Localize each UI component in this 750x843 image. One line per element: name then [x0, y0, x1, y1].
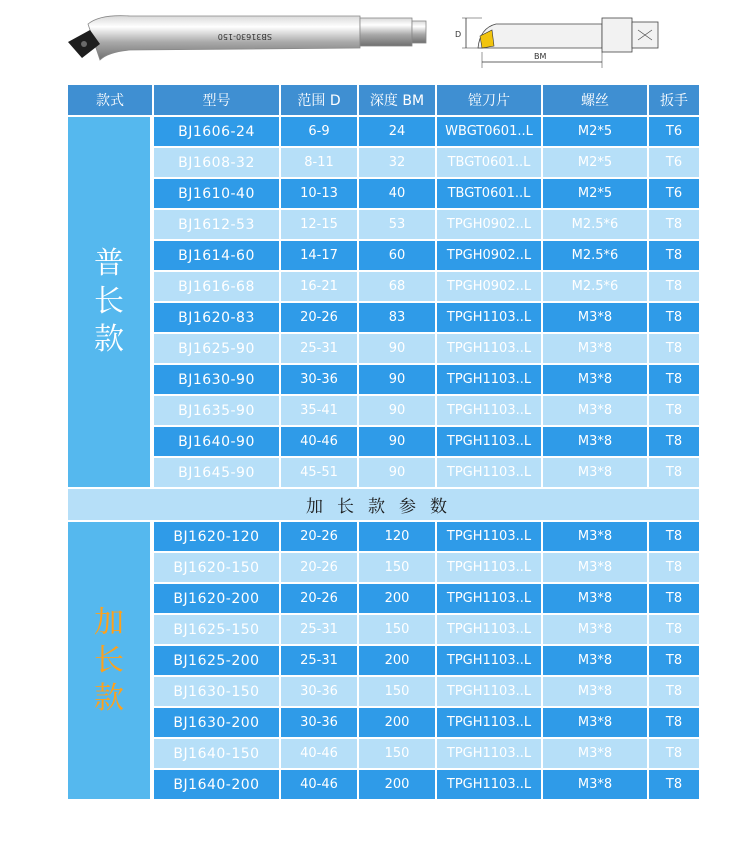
cell-range: 10-13 — [279, 179, 357, 208]
section-label-char: 款 — [94, 322, 124, 357]
cell-range: 25-31 — [279, 615, 357, 644]
cell-screw: M3*8 — [541, 584, 647, 613]
cell-wrench: T8 — [647, 272, 699, 301]
cell-wrench: T8 — [647, 522, 699, 551]
cell-depth: 53 — [357, 210, 435, 239]
cell-depth: 200 — [357, 584, 435, 613]
cell-insert: TPGH1103..L — [435, 584, 541, 613]
table-row — [152, 458, 699, 487]
cell-screw: M3*8 — [541, 646, 647, 675]
table-row — [152, 522, 699, 551]
cell-screw: M3*8 — [541, 553, 647, 582]
dim-bm-label: BM — [534, 52, 547, 61]
cell-wrench: T8 — [647, 396, 699, 425]
cell-model: BJ1625-200 — [152, 646, 279, 675]
cell-depth: 32 — [357, 148, 435, 177]
cell-screw: M2.5*6 — [541, 210, 647, 239]
cell-model: BJ1606-24 — [152, 117, 279, 146]
table-row — [152, 770, 699, 799]
cell-insert: TPGH1103..L — [435, 458, 541, 487]
cell-wrench: T8 — [647, 770, 699, 799]
cell-model: BJ1620-150 — [152, 553, 279, 582]
cell-screw: M3*8 — [541, 334, 647, 363]
table-row — [152, 303, 699, 332]
cell-insert: TBGT0601..L — [435, 148, 541, 177]
cell-screw: M2.5*6 — [541, 272, 647, 301]
table-row — [152, 427, 699, 456]
cell-insert: TPGH1103..L — [435, 334, 541, 363]
cell-range: 40-46 — [279, 770, 357, 799]
cell-depth: 120 — [357, 522, 435, 551]
cell-wrench: T8 — [647, 427, 699, 456]
cell-depth: 90 — [357, 365, 435, 394]
cell-depth: 200 — [357, 770, 435, 799]
cell-range: 35-41 — [279, 396, 357, 425]
table-row — [152, 334, 699, 363]
cell-depth: 24 — [357, 117, 435, 146]
engraving-text: SB31630-150 — [217, 32, 272, 41]
cell-insert: TPGH0902..L — [435, 272, 541, 301]
cell-wrench: T8 — [647, 365, 699, 394]
cell-model: BJ1645-90 — [152, 458, 279, 487]
boring-bar-drawing — [452, 8, 672, 74]
cell-wrench: T8 — [647, 334, 699, 363]
cell-insert: TPGH1103..L — [435, 522, 541, 551]
table-row — [152, 272, 699, 301]
cell-wrench: T8 — [647, 303, 699, 332]
cell-range: 8-11 — [279, 148, 357, 177]
cell-insert: TPGH1103..L — [435, 770, 541, 799]
dim-d-label: D — [455, 30, 462, 39]
table-row — [152, 210, 699, 239]
cell-range: 14-17 — [279, 241, 357, 270]
table-row — [152, 615, 699, 644]
cell-wrench: T6 — [647, 179, 699, 208]
cell-depth: 68 — [357, 272, 435, 301]
cell-model: BJ1620-120 — [152, 522, 279, 551]
cell-insert: WBGT0601..L — [435, 117, 541, 146]
cell-screw: M3*8 — [541, 427, 647, 456]
section-label-char: 长 — [94, 284, 124, 319]
cell-model: BJ1620-83 — [152, 303, 279, 332]
cell-insert: TPGH1103..L — [435, 677, 541, 706]
cell-wrench: T8 — [647, 615, 699, 644]
cell-screw: M3*8 — [541, 739, 647, 768]
extended-banner: 加长款参数 — [68, 489, 699, 520]
cell-range: 20-26 — [279, 584, 357, 613]
cell-range: 16-21 — [279, 272, 357, 301]
cell-insert: TPGH1103..L — [435, 396, 541, 425]
cell-screw: M3*8 — [541, 458, 647, 487]
header-screw: 螺丝 — [541, 85, 647, 115]
cell-model: BJ1620-200 — [152, 584, 279, 613]
cell-screw: M3*8 — [541, 615, 647, 644]
table-row — [152, 365, 699, 394]
cell-range: 6-9 — [279, 117, 357, 146]
cell-range: 25-31 — [279, 646, 357, 675]
cell-screw: M3*8 — [541, 770, 647, 799]
cell-screw: M2.5*6 — [541, 241, 647, 270]
cell-model: BJ1630-150 — [152, 677, 279, 706]
cell-range: 30-36 — [279, 677, 357, 706]
cell-model: BJ1616-68 — [152, 272, 279, 301]
cell-screw: M3*8 — [541, 396, 647, 425]
cell-insert: TPGH1103..L — [435, 365, 541, 394]
cell-model: BJ1610-40 — [152, 179, 279, 208]
header-model: 型号 — [152, 85, 279, 115]
cell-wrench: T8 — [647, 646, 699, 675]
cell-depth: 40 — [357, 179, 435, 208]
cell-range: 40-46 — [279, 739, 357, 768]
cell-depth: 150 — [357, 553, 435, 582]
cell-model: BJ1612-53 — [152, 210, 279, 239]
cell-insert: TPGH1103..L — [435, 615, 541, 644]
cell-wrench: T8 — [647, 458, 699, 487]
cell-depth: 150 — [357, 739, 435, 768]
cell-range: 45-51 — [279, 458, 357, 487]
section-label-char: 普 — [94, 246, 124, 281]
cell-depth: 60 — [357, 241, 435, 270]
cell-depth: 90 — [357, 396, 435, 425]
table-row — [152, 148, 699, 177]
cell-insert: TPGH1103..L — [435, 708, 541, 737]
section-label-standard — [68, 117, 150, 487]
cell-screw: M2*5 — [541, 117, 647, 146]
cell-wrench: T8 — [647, 553, 699, 582]
cell-depth: 200 — [357, 708, 435, 737]
table-row — [152, 396, 699, 425]
cell-range: 12-15 — [279, 210, 357, 239]
table-row — [152, 553, 699, 582]
spec-table — [68, 85, 699, 799]
cell-range: 40-46 — [279, 427, 357, 456]
cell-range: 20-26 — [279, 522, 357, 551]
cell-insert: TPGH1103..L — [435, 739, 541, 768]
cell-depth: 200 — [357, 646, 435, 675]
table-row — [152, 646, 699, 675]
cell-model: BJ1625-90 — [152, 334, 279, 363]
cell-screw: M3*8 — [541, 708, 647, 737]
table-row — [152, 241, 699, 270]
cell-wrench: T8 — [647, 584, 699, 613]
cell-range: 25-31 — [279, 334, 357, 363]
cell-screw: M3*8 — [541, 677, 647, 706]
cell-model: BJ1640-200 — [152, 770, 279, 799]
cell-model: BJ1640-90 — [152, 427, 279, 456]
table-row — [152, 677, 699, 706]
cell-insert: TPGH1103..L — [435, 646, 541, 675]
header-insert: 镗刀片 — [435, 85, 541, 115]
cell-insert: TPGH0902..L — [435, 210, 541, 239]
cell-wrench: T8 — [647, 241, 699, 270]
header-wrench: 扳手 — [647, 85, 699, 115]
cell-screw: M2*5 — [541, 179, 647, 208]
cell-screw: M2*5 — [541, 148, 647, 177]
cell-model: BJ1640-150 — [152, 739, 279, 768]
cell-depth: 150 — [357, 615, 435, 644]
section-label-extended — [68, 522, 150, 799]
cell-model: BJ1630-90 — [152, 365, 279, 394]
cell-screw: M3*8 — [541, 303, 647, 332]
section-label-char: 款 — [94, 680, 124, 716]
cell-range: 20-26 — [279, 303, 357, 332]
cell-model: BJ1635-90 — [152, 396, 279, 425]
cell-wrench: T8 — [647, 739, 699, 768]
cell-depth: 90 — [357, 458, 435, 487]
cell-insert: TPGH0902..L — [435, 241, 541, 270]
table-row — [152, 179, 699, 208]
cell-insert: TPGH1103..L — [435, 427, 541, 456]
cell-model: BJ1625-150 — [152, 615, 279, 644]
cell-depth: 83 — [357, 303, 435, 332]
cell-depth: 150 — [357, 677, 435, 706]
cell-screw: M3*8 — [541, 522, 647, 551]
header-depth-bm: 深度 BM — [357, 85, 435, 115]
cell-wrench: T6 — [647, 148, 699, 177]
cell-insert: TBGT0601..L — [435, 179, 541, 208]
section-label-char: 加 — [94, 604, 124, 640]
cell-range: 20-26 — [279, 553, 357, 582]
table-row — [152, 708, 699, 737]
table-row — [152, 584, 699, 613]
boring-bar-photo — [60, 8, 430, 74]
table-row — [152, 117, 699, 146]
cell-wrench: T8 — [647, 708, 699, 737]
cell-insert: TPGH1103..L — [435, 553, 541, 582]
header-style: 款式 — [68, 85, 152, 115]
cell-range: 30-36 — [279, 365, 357, 394]
cell-wrench: T8 — [647, 210, 699, 239]
cell-range: 30-36 — [279, 708, 357, 737]
cell-model: BJ1608-32 — [152, 148, 279, 177]
cell-model: BJ1630-200 — [152, 708, 279, 737]
cell-model: BJ1614-60 — [152, 241, 279, 270]
table-row — [152, 739, 699, 768]
cell-screw: M3*8 — [541, 365, 647, 394]
header-range-d: 范围 D — [279, 85, 357, 115]
cell-depth: 90 — [357, 427, 435, 456]
section-label-char: 长 — [94, 642, 124, 678]
cell-depth: 90 — [357, 334, 435, 363]
cell-wrench: T6 — [647, 117, 699, 146]
cell-insert: TPGH1103..L — [435, 303, 541, 332]
cell-wrench: T8 — [647, 677, 699, 706]
